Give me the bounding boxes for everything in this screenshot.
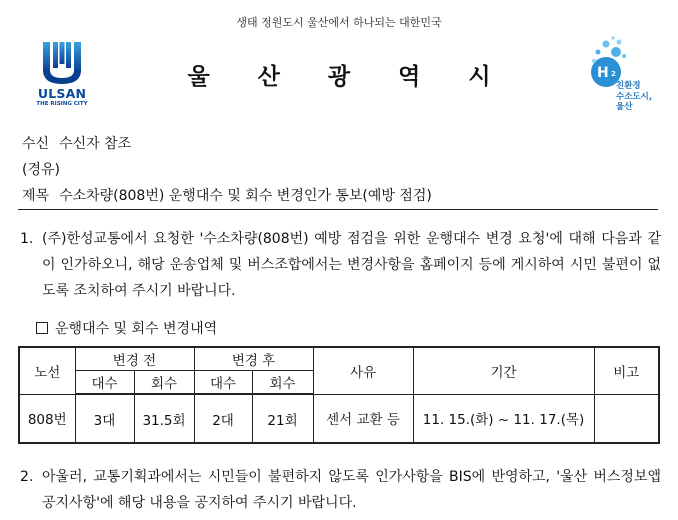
- header-route: 노선: [19, 347, 75, 394]
- caption-line: 울산: [616, 102, 633, 112]
- recipient-value: 수신자 참조: [59, 136, 132, 152]
- header-reason: 사유: [313, 347, 413, 394]
- cell-after-trips: 21회: [252, 394, 313, 443]
- cell-period: 11. 15.(화) ~ 11. 17.(목): [413, 394, 594, 443]
- cell-before-count: 3대: [75, 394, 134, 443]
- table-row: [19, 394, 659, 443]
- section-title: 운행대수 및 회수 변경내역: [55, 321, 218, 337]
- paragraph-number: 2.: [20, 469, 34, 485]
- header-period: 기간: [413, 347, 594, 394]
- header-after-count: 대수: [194, 371, 252, 395]
- paragraph-number: 1.: [20, 231, 34, 247]
- table-header-row: [19, 347, 659, 371]
- subject-line: [22, 185, 432, 205]
- h2-mark: H: [597, 65, 609, 81]
- cell-note: [594, 394, 659, 443]
- header-before-trips: 회수: [134, 371, 194, 395]
- cell-route: 808번: [19, 394, 75, 443]
- recipient-line: [22, 133, 131, 153]
- header-before: 변경 전: [75, 347, 194, 371]
- ulsan-tagline: THE RISING CITY: [36, 101, 88, 107]
- subject-label: 제목: [22, 188, 50, 204]
- header-after-trips: 회수: [252, 371, 313, 395]
- h2-subscript: 2: [611, 70, 616, 78]
- paragraph-2: [16, 464, 661, 516]
- paragraph-text: 아울러, 교통기획과에서는 시민들이 불편하지 않도록 인가사항을 BIS에 반영하고, '울산 버스정보앱 공지사항'에 해당 내용을 공지하여 주시기 바랍니다.: [42, 469, 661, 511]
- ulsan-brand-text: ULSAN: [37, 86, 87, 101]
- header-after: 변경 후: [194, 347, 313, 371]
- section-heading: [36, 318, 217, 338]
- recipient-label: 수신: [22, 136, 50, 152]
- caption-line: 친환경: [616, 81, 641, 91]
- subject-value: 수소차량(808번) 운행대수 및 회수 변경인가 통보(예방 점검): [59, 188, 432, 204]
- paragraph-text: (주)한성교통에서 요청한 '수소차량(808번) 예방 점검을 위한 운행대수 변경 요청'에 대해 다음과 같이 인가하오니, 해당 운송업체 및 버스조합에서는 변경사항을 홈페이지 등에 게시하여 시민 불편이 없도록 조치하여 주시기 바랍니다.: [42, 231, 661, 299]
- paragraph-1: [16, 226, 661, 304]
- caption-line: 수소도시,: [616, 91, 653, 102]
- header-divider: [18, 209, 658, 210]
- cell-before-trips: 31.5회: [134, 394, 194, 443]
- change-table: [18, 346, 660, 444]
- header-note: 비고: [594, 347, 659, 394]
- cell-reason: 센서 교환 등: [313, 394, 413, 443]
- org-title: 울 산 광 역 시: [187, 64, 511, 90]
- hydrogen-caption: [616, 81, 662, 113]
- via-line: (경유): [22, 162, 60, 178]
- header-before-count: 대수: [75, 371, 134, 395]
- slogan: 생태 정원도시 울산에서 하나되는 대한민국: [236, 16, 442, 29]
- cell-after-count: 2대: [194, 394, 252, 443]
- hydrogen-city-logo: [586, 34, 656, 118]
- checkbox-square-icon: [36, 322, 48, 334]
